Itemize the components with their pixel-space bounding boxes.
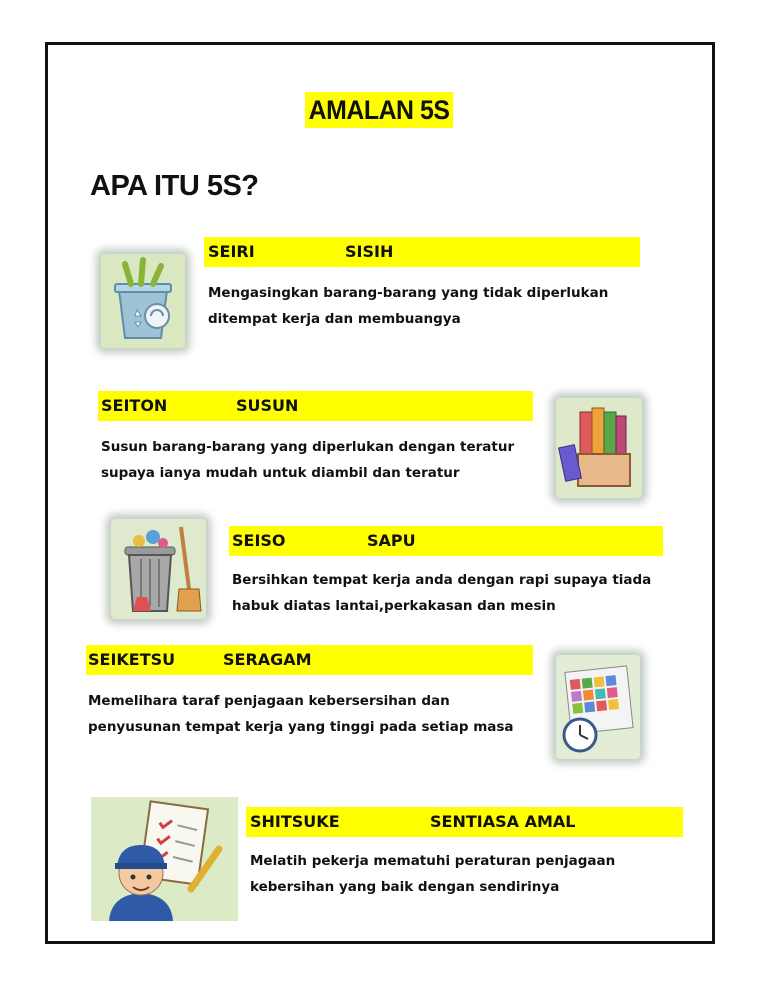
section-header-seiri xyxy=(204,237,640,267)
description-seiton: Susun barang-barang yang diperlukan dengan teratur supaya ianya mudah untuk diambil dan teratur xyxy=(101,439,515,481)
description-seiso: Bersihkan tempat kerja anda dengan rapi supaya tiada habuk diatas lantai,perkakasan dan mesin xyxy=(232,572,652,614)
trash-can-broom-icon xyxy=(111,519,206,619)
section-header-seiton xyxy=(98,391,533,421)
page-title: AMALAN 5S xyxy=(305,92,453,128)
section-header-shitsuke xyxy=(246,807,683,837)
description-seiketsu: Memelihara taraf penjagaan kebersersihan dan penyusunan tempat kerja yang tinggi pada setiap masa xyxy=(88,693,514,735)
section-header-seiso xyxy=(229,526,663,556)
recycle-bin-icon xyxy=(101,254,185,348)
page-subtitle: APA ITU 5S? xyxy=(90,170,259,202)
term-label: SEIKETSU xyxy=(88,650,176,669)
meaning-label: SAPU xyxy=(367,531,416,550)
section-header-seiketsu xyxy=(86,645,533,675)
term-label: SEISO xyxy=(232,531,286,550)
term-label: SHITSUKE xyxy=(250,812,340,831)
meaning-label: SISIH xyxy=(345,242,394,261)
calendar-clock-icon xyxy=(556,655,640,759)
worker-checklist-icon xyxy=(91,797,238,921)
meaning-label: SERAGAM xyxy=(223,650,312,669)
books-box-icon xyxy=(556,398,642,498)
term-label: SEITON xyxy=(101,396,168,415)
description-shitsuke: Melatih pekerja mematuhi peraturan penjagaan kebersihan yang baik dengan sendirinya xyxy=(250,853,616,895)
meaning-label: SENTIASA AMAL xyxy=(430,812,576,831)
description-seiri: Mengasingkan barang-barang yang tidak diperlukan ditempat kerja dan membuangya xyxy=(208,285,609,327)
term-label: SEIRI xyxy=(208,242,255,261)
meaning-label: SUSUN xyxy=(236,396,299,415)
